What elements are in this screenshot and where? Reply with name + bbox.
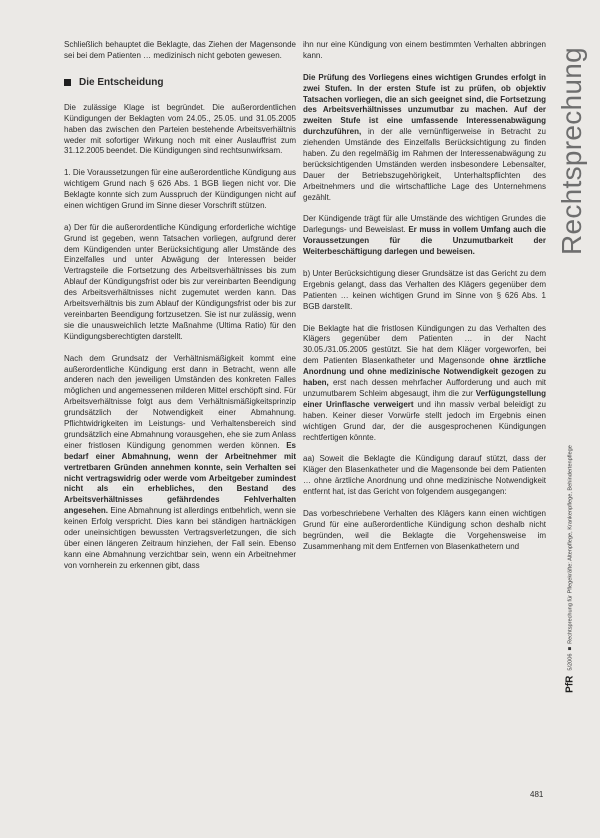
paragraph xyxy=(303,214,546,258)
paragraph xyxy=(303,324,546,444)
right-column xyxy=(303,40,546,563)
section-title-vertical xyxy=(544,46,600,256)
paragraph: Schließlich behauptet die Beklagte, das Ziehen der Magensonde sei bei dem Patienten … medizinisch nicht geboten gewesen. xyxy=(64,40,296,60)
paragraph: b) Unter Berücksichtigung dieser Grundsätze ist das Gericht zu dem Ergebnis gelangt, dass das Verhalten des Klägers gegenüber dem Patienten … keinen wichtigen Grund im Sinne von § 626 Abs. 1 BGB darstellt. xyxy=(303,268,546,311)
bold-text: Es bedarf einer Abmahnung, wenn der Arbeitnehmer mit vertretbaren Gründen annehmen konnte, sein Verhalten sei nicht vertragswidrig oder werde vom Arbeitgeber zumindest nicht als ein erhebliches, den Bestand des Arbeitsverhältnisses gefährdendes Fehlverhalten angesehen. xyxy=(64,440,296,516)
paragraph-text: Die Beklagte hat die fristlosen Kündigungen zu das Verhalten des Klägers gegenüber dem Patienten … in der Nacht 30.05./31.05.2005 gestützt. Sie hat dem Kläger vorgeworfen, bei dem Patienten Blasenkatheter und Magensonde xyxy=(303,323,546,366)
square-separator-icon: ■ xyxy=(567,646,573,651)
square-bullet-icon xyxy=(64,79,71,86)
journal-meta-inner xyxy=(565,445,576,693)
left-column xyxy=(64,40,296,583)
section-heading-text: Die Entscheidung xyxy=(79,76,164,88)
section-title-text: Rechtsprechung xyxy=(556,46,587,256)
journal-logo: PfR xyxy=(564,675,576,693)
paragraph: 1. Die Voraussetzungen für eine außerordentliche Kündigung aus wichtigem Grund nach § 626 Abs. 1 BGB liegen nicht vor. Die Beklagte konnte sich zum Ausspruch der Kündigungen nicht auf einen wichtigen Grund im Sinne dieser Vorschrift stützen. xyxy=(64,168,296,210)
paragraph-text: erst nach dessen mehrfacher Aufforderung und auch mit unzumutbarem Schleim abgesaugt, ihm die zur xyxy=(303,378,546,398)
paragraph: aa) Soweit die Beklagte die Kündigung darauf stützt, dass der Kläger den Blasenkatheter und die Magensonde bei dem Patienten … ohne ärztliche Anordnung und ohne medizinische Notwendigkeit entfernt hat, ist das Gericht von folgendem ausgegangen: xyxy=(303,454,546,497)
paragraph xyxy=(64,354,296,572)
bold-text: Die Prüfung des Vorliegens eines wichtigen Grundes erfolgt in zwei Stufen. In der ersten Stufe ist zu prüfen, ob objektiv Tatsachen vorliegen, die an sich geeignet sind, die Fortsetzung des Arbeitsverhältnisses unzumutbar zu machen. Auf der zweiten Stufe ist eine umfassende Interessenabwägung durchzuführen, xyxy=(303,72,546,137)
paragraph: Die zulässige Klage ist begründet. Die außerordentlichen Kündigungen der Beklagten vom 24.05., 25.05. und 31.05.2005 haben das zwischen den Parteien bestehende Arbeitsverhältnis weder mit sofortiger Wirkung noch mit einer Auslauffrist zum 31.12.2005 beendet. Die Kündigungen sind rechtsunwirksam. xyxy=(64,102,296,156)
paragraph-text: in der alle vernünftigerweise in Betracht zu ziehenden Umstände des Einzelfalls Berücksichtigung zu finden haben. Zu den regelmäßig im Rahmen der Interessenabwägung zu berücksichtigenden Umständen werden insbesondere Lebensalter, Dauer der Betriebszugehörigkeit, Unterhaltspflichten des Arbeitnehmers und die wirtschaftliche Lage des Unternehmens gezählt. xyxy=(303,127,546,202)
bold-text: Er muss in vollem Umfang auch die Voraussetzungen für die Unzumutbarkeit der Weiterbeschäftigung darlegen und beweisen. xyxy=(303,225,546,257)
bold-text: Verfügungstellung einer Urinflasche verweigert xyxy=(303,388,546,409)
section-heading xyxy=(64,76,296,90)
issue-label: 5/2006 xyxy=(567,653,573,671)
bold-text: ohne ärztliche Anordnung und ohne medizinische Notwendigkeit gezogen zu haben, xyxy=(303,356,547,388)
paragraph xyxy=(303,73,546,204)
paragraph-text: und ihn massiv verbal beleidigt zu haben. Keiner dieser Vorwürfe stellt jedoch im Ergebnis einen wichtigen Grund dar, der die ausgesprochenen Kündigungen rechtfertigen könnte. xyxy=(303,399,546,442)
paragraph-text: Nach dem Grundsatz der Verhältnismäßigkeit kommt eine außerordentliche Kündigung erst dann in Betracht, wenn alle anderen nach den jeweiligen Umständen des konkreten Falles möglichen und angemessenen milderen Mittel erschöpft sind. Für Arbeitsverhältnisse folgt aus dem Verhältnismäßigkeitsprinzip grundsätzlich der Notwendigkeit einer Abmahnung. Pflichtwidrigkeiten im Leistungs- und Verhaltensbereich sind grundsätzlich eine Abmahnung vorausgehen, ehe sie zum Anlass einer fristlosen Kündigung genommen werden können. xyxy=(64,353,296,450)
paragraph: ihn nur eine Kündigung von einem bestimmten Verhalten abbringen kann. xyxy=(303,40,546,60)
paragraph-text: Eine Abmahnung ist allerdings entbehrlich, wenn sie keinen Erfolg verspricht. Dies kann bei ständigen hartnäckigen oder uneinsichtigen bewussten Vertragsverletzungen, die sich über einen längeren Zeitraum hinziehen, der Fall sein. Ebenso kann eine Abmahnung verzichtbar sein, wenn ein Arbeitnehmer von vornherein zu erkennen gibt, dass xyxy=(64,506,296,570)
journal-meta-vertical xyxy=(560,320,580,818)
paragraph-text: Der Kündigende trägt für alle Umstände des wichtigen Grundes die Darlegungs- und Beweislast. xyxy=(303,214,546,235)
page-number: 481 xyxy=(530,790,544,799)
paragraph: Das vorbeschriebene Verhalten des Klägers kann einen wichtigen Grund für eine außerordentliche Kündigung schon deshalb nicht begründen, weil die Beklagte die Vorgehensweise im Zusammenhang mit dem Entfernen von Blasenkathetern und xyxy=(303,508,546,551)
journal-subtitle: Rechtsprechung für Pflegekräfte: Altenpflege, Krankenpflege, Behindertenpflege xyxy=(567,445,573,644)
paragraph: a) Der für die außerordentliche Kündigung erforderliche wichtige Grund ist gegeben, wenn Tatsachen vorliegen, aufgrund derer dem Kündigenden unter Berücksichtigung aller Umstände des Einzelfalles und unter Abwägung der Interessen beider Vertragsteile die Fortsetzung des Arbeitsverhältnisses bis zum Ablauf der Kündigungsfrist oder bis zur vereinbarten Beendigung des Arbeitsverhältnisses nicht zugemutet werden kann. Das Arbeitsverhältnis bis zum Ablauf der Kündigungsfrist oder bis zur vereinbarten Beendigung fortzusetzen. Sie ist nur zulässig, wenn sie die unausweichlich letzte Maßnahme (Ultima Ratio) für den Kündigungsberechtigten darstellt. xyxy=(64,222,296,341)
